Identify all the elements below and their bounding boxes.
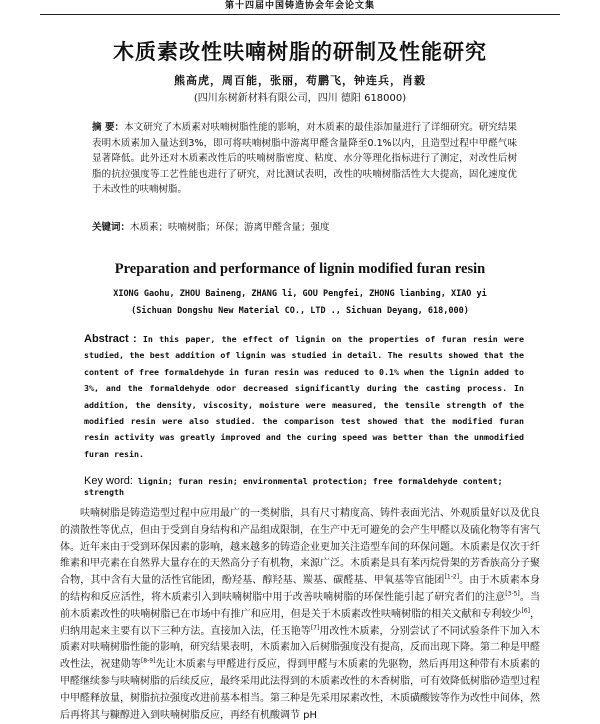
body-text: 呋喃树脂是铸造造型过程中应用最广的一类树脂，具有尺寸精度高、铸件表面光洁、外观质量好以及优良的溃散性等优点，但由于受到自身结构和产品组成限制，在生产中无可避免的会产生甲醛以及硫化物等有害气体。近年来由于受到环保因素的影响，越来越多的铸造企业更加关注造型车间的环保问题。木质素是仅次于纤维素和甲壳素在自然界大量存在的天然高分子有机物，来源广泛。木质素是具有苯丙烷骨架的芳香族高分子聚合物，其中含有大量的活性官能团，酚羟基、醇羟基、羰基、碳醛基、甲氧基等官能团 [60,508,540,587]
title-english: Preparation and performance of lignin modified furan resin [114,261,486,277]
body-text: 用改性木质素，分别尝试了不同试验条件下加入木质素对呋喃树脂性能的影响，研究结果表明，木质素加入后树脂强度没有提高，反而出现下降。第二种是甲醛改性法，祝建勋等 [60,625,541,671]
body-text: 。当前木质素改性的呋喃树脂已在市场中有推广和应用，但是关于木质素改性呋喃树脂的相关文献和专利较少 [60,591,541,620]
body-paragraph [60,506,540,724]
header-rule [40,14,560,15]
citation-ref: [7] [310,624,320,632]
abstract-english [84,331,524,462]
keywords-chinese-text: 木质素；呋喃树脂；环保；游离甲醛含量；强度 [130,222,330,233]
running-header: 第十四届中国铸造协会年会论文集 [224,1,375,11]
citation-ref: [8-9] [140,657,156,665]
citation-ref: [1-2] [444,573,460,581]
abstract-chinese-label: 摘 要： [92,122,125,133]
authors-chinese: 熊高虎，周百能，张丽，苟鹏飞，钟连兵，肖毅 [174,74,426,87]
body-text: ，归纳用起来主要有以下三种方法。直接加入法，任玉艳等 [60,608,541,637]
keywords-english [84,475,524,497]
abstract-chinese [92,120,517,198]
keywords-chinese-label: 关键词： [92,222,131,233]
keywords-chinese [92,219,517,233]
abstract-chinese-text: 本文研究了木质素对呋喃树脂性能的影响，对木质素的最佳添加量进行了详细研究。研究结果表明木质素加入量达到3%，即可将呋喃树脂中游离甲醛含量降至0.1%以内，且造型过程中甲醛气味显著降低。此外还对木质素改性后的呋喃树脂密度、粘度、水分等理化指标进行了测定，对改性后树脂的抗拉强度等工艺性能也进行了研究，对比测试表明，改性的呋喃树脂活性大大提高，固化速度优于未改性的呋喃树脂。 [92,122,517,195]
affiliation-chinese: (四川东树新材料有限公司，四川 德阳 618000) [193,93,407,104]
keywords-english-label: Key word: [84,475,133,487]
authors-english: XIONG Gaohu, ZHOU Baineng, ZHANG li, GOU Pengfei, ZHONG lianbing, XIAO yi [113,289,487,299]
keywords-english-text: lignin; furan resin; environmental protection; free formaldehyde content; strength [84,476,503,497]
abstract-english-text: In this paper, the effect of lignin on the properties of furan resin were studied, the best addition of lignin was studied in detail. The results showed that the content of free formaldehyde in furan resin was reduced to 0.1% when the lignin added to 3%, and the formaldehyde odor decreased significantly during the casting process. In addition, the density, viscosity, moisture were measured, the tensile strength of the modified resin were also studied. the comparison test showed that the modified furan resin activity was greatly improved and the curing speed was better than the unmodified furan resin. [84,334,524,459]
title-chinese: 木质素改性呋喃树脂的研制及性能研究 [113,40,487,64]
citation-ref: [3-5] [505,590,520,598]
affiliation-english: (Sichuan Dongshu New Material CO., LTD ., Sichuan Deyang, 618,000) [131,306,469,316]
body-text: 。由于木质素本身的结构和反应活性，将木质素引入到呋喃树脂中用于改善呋喃树脂的环保性能引起了研究者们的注意 [60,575,541,603]
abstract-english-label: Abstract : [84,333,137,345]
body-text: 先让木质素与甲醛进行反应，得到甲醛与木质素的先驱物，然后再用这种带有木质素的甲醛继续参与呋喃树脂的后续反应，最终采用此法得到的木质素改性的木香树脂，可有效降低树脂砂造型过程中甲醛释放量，树脂抗拉强度改进前基本相当。第三种是先采用尿素改性，木质磺酸铵等作为改性中间体，然后再将其与糠醇进入到呋喃树脂反应，再经有机酸调节 pH [60,659,541,721]
citation-ref: [6] [521,607,530,615]
